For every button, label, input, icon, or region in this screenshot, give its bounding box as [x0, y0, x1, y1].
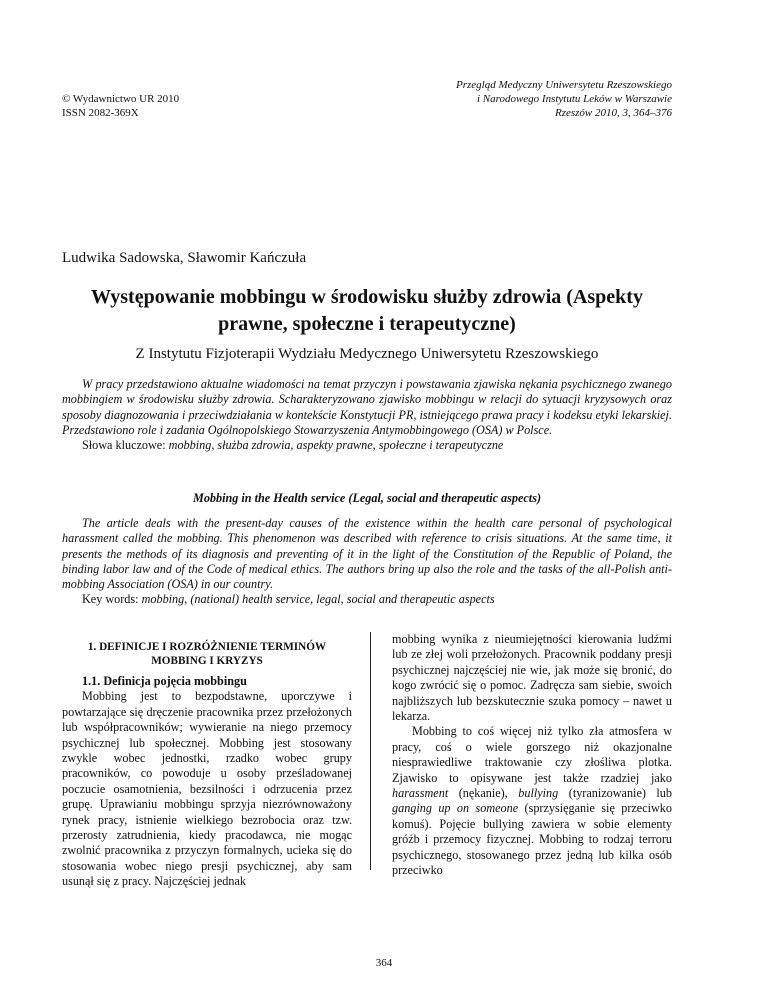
right-column	[392, 632, 672, 879]
affiliation: Z Instytutu Fizjoterapii Wydziału Medycznego Uniwersytetu Rzeszowskiego	[135, 346, 599, 362]
journal-citation: Rzeszów 2010, 3, 364–376	[554, 107, 672, 119]
paper-title: Występowanie mobbingu w środowisku służby zdrowia (Aspekty prawne, społeczne i terapeutyczne)	[91, 286, 643, 335]
english-title: Mobbing in the Health service (Legal, social and therapeutic aspects)	[193, 491, 541, 505]
abstract-english-text: The article deals with the present-day causes of the existence within the health care personal of psychological harassment called the mobbing. This phenomenon was described with reference to crisis situations. At the same time, it presents the methods of its diagnosis and preventing of it in the light of the Constitution of the Republic of Poland, the binding labor law and of the Code of medical ethics. The authors bring up also the role and the tasks of the all-Polish anti-mobbing Association (OSA) in our country.	[62, 516, 672, 592]
keywords-english	[62, 592, 672, 607]
section-heading-line2: MOBBING I KRYZYS	[151, 655, 263, 667]
keywords-english-label: Key words:	[82, 592, 139, 607]
authors: Ludwika Sadowska, Sławomir Kańczuła	[62, 250, 307, 266]
journal-name-line2: i Narodowego Instytutu Leków w Warszawie	[476, 93, 672, 105]
page-number: 364	[375, 957, 393, 969]
abstract-polish-text: W pracy przedstawiono aktualne wiadomości na temat przyczyn i powstawania zjawiska nękania psychicznego zwanego mobbingiem w środowisku służby zdrowia. Scharakteryzowano zjawisko mobbingu w relacji do sytuacji kryzysowych oraz sposoby diagnozowania i przeciwdziałania w kontekście Konstytucji PR, istniejącego prawa pracy i kodeksu etyki lekarskiej. Przedstawiono role i zadania Ogólnopolskiego Stowarzyszenia Antymobbingowego (OSA) w Polsce.	[62, 377, 672, 437]
term-ganging-up: ganging up on someone	[392, 801, 519, 816]
section-heading	[62, 640, 352, 668]
term-harassment: harassment	[392, 786, 449, 801]
keywords-polish-label: Słowa kluczowe:	[82, 438, 166, 453]
body-paragraph	[392, 724, 672, 878]
left-column	[62, 632, 352, 890]
text-run: (sprzysięganie się przeciwko komuś). Pojęcie bullying zawiera w sobie elementy gróźb i przemocy fizycznej. Mobbing to rodzaj terroru psychicznego, stosowanego przez jedną lub kilka osób przeciwko	[392, 801, 672, 878]
journal-name-line1: Przegląd Medyczny Uniwersytetu Rzeszowskiego	[456, 79, 672, 91]
text-run: (tyranizowanie) lub	[558, 786, 672, 801]
keywords-polish-values: mobbing, służba zdrowia, aspekty prawne, społeczne i terapeutyczne	[168, 438, 504, 453]
column-divider	[370, 632, 371, 870]
term-bullying: bullying	[518, 786, 559, 801]
keywords-polish	[62, 438, 672, 453]
issn-line: ISSN 2082-369X	[62, 107, 139, 119]
subsection-heading: 1.1. Definicja pojęcia mobbingu	[82, 674, 247, 688]
copyright-line: © Wydawnictwo UR 2010	[62, 93, 180, 105]
body-paragraph: Mobbing jest to bezpodstawne, uporczywe i powtarzające się dręczenie pracownika przez przełożonych lub współpracowników; wywieranie na niego przemocy psychicznej lub społecznej. Mobbing jest stosowany zwykle wobec jednostki, rzadko wobec grupy pracowników, co powoduje u osoby prześladowanej poczucie osamotnienia, bezsilności i odrzucenia przez grupę. Uprawianiu mobbingu sprzyja niezrównoważony rynek pracy, istnienie wielkiego bezrobocia oraz tzw. przerosty zatrudnienia, kiedy pracodawca, nie mogąc zwolnić pracownika z przyczyn formalnych, ucieka się do stosowania wobec niego presji psychicznej, aby sam usunął się z pracy. Najczęściej jednak	[62, 689, 352, 889]
abstract-polish	[62, 377, 672, 453]
publisher-info	[62, 92, 179, 120]
section-heading-line1: 1. DEFINICJE I ROZRÓŻNIENIE TERMINÓW	[87, 641, 327, 653]
body-paragraph: mobbing wynika z nieumiejętności kierowania ludźmi lub ze złej woli przełożonych. Pracownik poddany presji psychicznej najczęściej nie wie, jak może się bronić, do kogo zwrócić się o pomoc. Zadręcza sam siebie, swoich najbliższych lub bezskutecznie szuka pomocy – nawet u lekarza.	[392, 632, 672, 724]
keywords-english-values: mobbing, (national) health service, legal, social and therapeutic aspects	[141, 592, 495, 607]
text-run: Mobbing to coś więcej niż tylko zła atmosfera w pracy, coś o wiele gorszego niż okazjonalne niesprawiedliwe traktowanie czy złośliwa plotka. Zjawisko to opisywane jest także rzadziej jako	[392, 724, 672, 785]
journal-info	[456, 78, 672, 120]
abstract-english	[62, 516, 672, 608]
text-run: (nękanie),	[448, 786, 519, 801]
